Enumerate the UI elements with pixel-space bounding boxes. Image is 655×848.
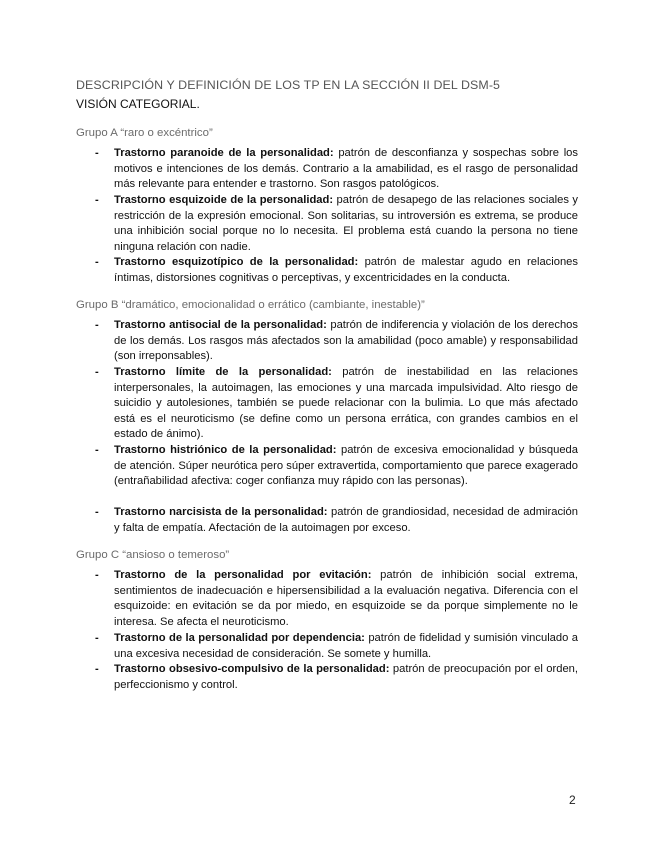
group-b-heading: Grupo B “dramático, emocionalidad o errático (cambiante, inestable)” xyxy=(76,299,425,311)
disorder-term: Trastorno límite de la personalidad: xyxy=(114,366,332,378)
disorder-description: patrón de inhibición social extrema, sentimientos de inadecuación e hipersensibilidad a la evaluación negativa. Diferencia con el esquizoide: en evitación se da por miedo, en esquizoide se da porque simplemente no le interesa. Se afecta el neuroticismo. xyxy=(114,569,578,628)
list-item xyxy=(95,505,578,536)
bullet-dash: - xyxy=(95,663,99,675)
disorder-term: Trastorno de la personalidad por dependencia: xyxy=(114,632,365,644)
disorder-description: patrón de preocupación por el orden, perfeccionismo y control. xyxy=(114,663,578,691)
disorder-term: Trastorno esquizotípico de la personalidad: xyxy=(114,256,359,268)
bullet-dash: - xyxy=(95,194,99,206)
list-item xyxy=(95,443,578,490)
group-c-heading: Grupo C “ansioso o temeroso” xyxy=(76,549,230,561)
bullet-dash: - xyxy=(95,256,99,268)
disorder-description: patrón de indiferencia y violación de los derechos de los demás. Los rasgos más afectados son la amabilidad (poco amable) y responsabilidad (son irreponsables). xyxy=(114,319,578,363)
list-item xyxy=(95,631,578,662)
disorder-term: Trastorno de la personalidad por evitación: xyxy=(114,569,372,581)
disorder-term: Trastorno obsesivo-compulsivo de la personalidad: xyxy=(114,663,390,675)
bullet-dash: - xyxy=(95,366,99,378)
bullet-dash: - xyxy=(95,319,99,331)
bullet-dash: - xyxy=(95,569,99,581)
disorder-term: Trastorno narcisista de la personalidad: xyxy=(114,506,328,518)
disorder-term: Trastorno antisocial de la personalidad: xyxy=(114,319,327,331)
disorder-term: Trastorno histriónico de la personalidad: xyxy=(114,444,337,456)
group-a-heading: Grupo A “raro o excéntrico” xyxy=(76,127,213,139)
list-item xyxy=(95,662,578,693)
list-item xyxy=(95,318,578,365)
disorder-description: patrón de inestabilidad en las relaciones interpersonales, la autoimagen, las emociones y una marcada impulsividad. Alto riesgo de suicidio y autolesiones, también se puede relacionar con la bulimia. Lo que más afectado está es el neuroticismo (se define como un persona errática, con grandes cambios en el estado de ánimo). xyxy=(114,366,578,441)
document-subtitle: VISIÓN CATEGORIAL. xyxy=(76,97,200,111)
list-item xyxy=(95,365,578,443)
disorder-description: patrón de malestar agudo en relaciones íntimas, distorsiones cognitivas o perceptivas, y excentricidades en la conducta. xyxy=(114,256,579,284)
disorder-description: patrón de desconfianza y sospechas sobre los motivos e intenciones de los demás. Contrario a la amabilidad, es el rasgo de personalidad más relevante para entender e trastorno. Son rasgos patológicos. xyxy=(114,147,578,191)
disorder-description: patrón de fidelidad y sumisión vinculado a una excesiva necesidad de consideración. Se somete y humilla. xyxy=(114,632,578,660)
disorder-term: Trastorno paranoide de la personalidad: xyxy=(114,147,334,159)
disorder-term: Trastorno esquizoide de la personalidad: xyxy=(114,194,334,206)
list-item xyxy=(95,146,578,193)
bullet-dash: - xyxy=(95,147,99,159)
bullet-dash: - xyxy=(95,632,99,644)
bullet-dash: - xyxy=(95,506,99,518)
page-number: 2 xyxy=(569,793,576,807)
bullet-dash: - xyxy=(95,444,99,456)
list-item xyxy=(95,568,578,630)
list-item xyxy=(95,193,578,255)
disorder-description: patrón de grandiosidad, necesidad de admiración y falta de empatía. Afectación de la autoimagen por exceso. xyxy=(114,506,578,534)
list-item xyxy=(95,255,579,286)
document-title: DESCRIPCIÓN Y DEFINICIÓN DE LOS TP EN LA SECCIÓN II DEL DSM-5 xyxy=(76,78,501,92)
disorder-description: patrón de desapego de las relaciones sociales y restricción de la expresión emocional. Son solitarias, su introversión es extrema, se produce una inhibición social porque no lo necesita. El problema está cuando la persona no tiene ninguna relación con nadie. xyxy=(114,194,578,253)
disorder-description: patrón de excesiva emocionalidad y búsqueda de atención. Súper neurótica pero súper extravertida, comportamiento que parece exagerado (entrañabilidad afectiva: coger confianza muy rápido con las personas). xyxy=(114,444,578,488)
